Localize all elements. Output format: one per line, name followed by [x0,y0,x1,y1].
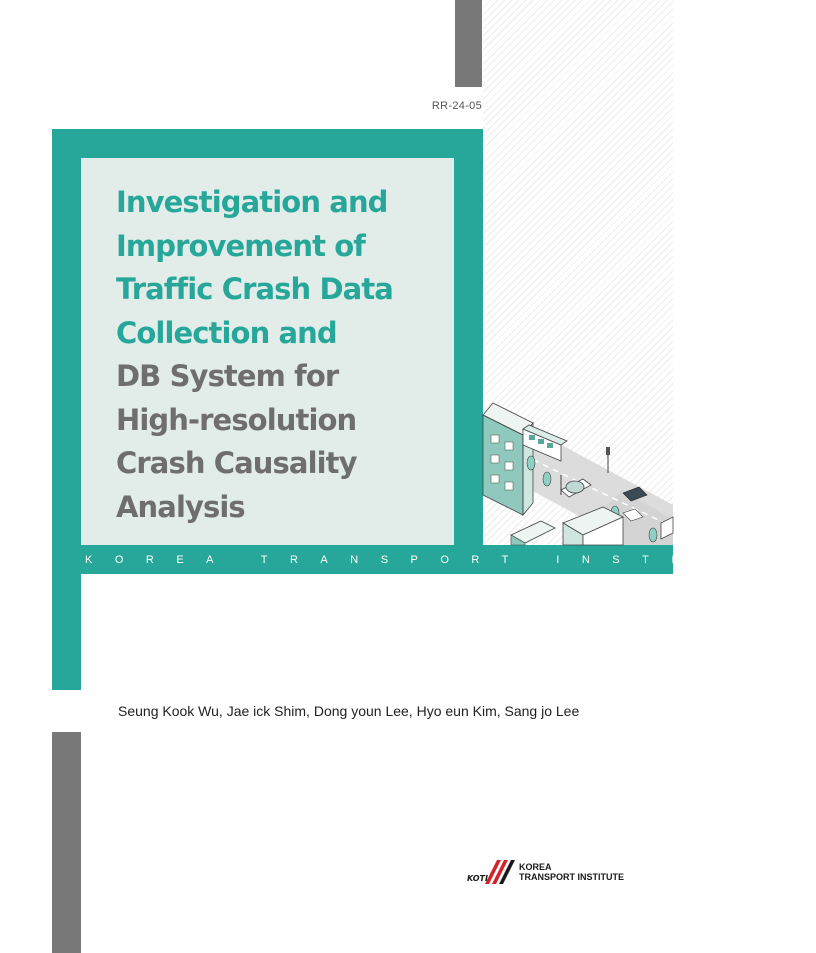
logo-line1: KOREA [519,862,552,872]
top-gray-bar [455,0,482,87]
koti-abbr: KOTI [467,874,488,883]
title-line: Crash Causality [116,446,357,480]
authors: Seung Kook Wu, Jae ick Shim, Dong youn Lee, Hyo eun Kim, Sang jo Lee [118,703,580,719]
title-line: Collection and [116,315,337,350]
city-traffic-illustration [483,395,673,545]
title-line: Traffic Crash Data [116,272,393,306]
bottom-gray-bar [52,732,81,953]
logo-wordmark [519,862,624,882]
institute-banner-text: KOREA TRANSPORT INSTITUTE [85,553,816,566]
koti-logo-mark [467,858,517,886]
koti-logo [467,858,637,886]
title-line: Investigation and [116,185,388,219]
report-code: RR-24-05 [431,100,482,112]
title-line: DB System for [116,359,339,393]
title-line: High-resolution [116,402,357,437]
logo-line2: TRANSPORT INSTITUTE [519,872,624,882]
title-line: Analysis [116,489,245,524]
title-line: Improvement of [116,228,365,263]
report-title [116,181,446,529]
